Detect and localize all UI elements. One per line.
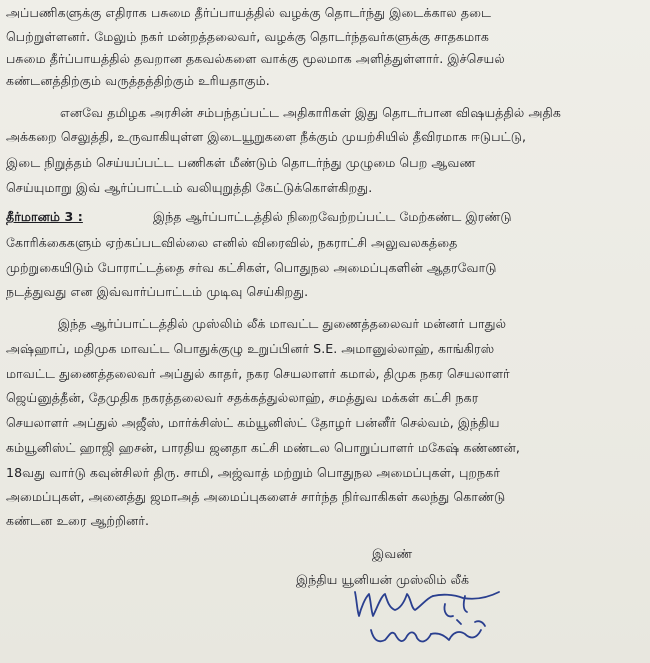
closing-organization: இந்திய யூனியன் முஸ்லிம் லீக் — [296, 572, 470, 587]
resolution-line-4: நடத்துவது என இவ்வார்ப்பாட்டம் முடிவு செய்கிறது. — [6, 284, 309, 299]
paragraph-2-line-3: இடை நிறுத்தம் செய்யப்பட்ட பணிகள் மீண்டும் தொடர்ந்து முழுமை பெற ஆவண — [6, 155, 476, 170]
paragraph-4-line-2: அஷ்ஹாப், மதிமுக மாவட்ட பொதுக்குழு உறுப்பினர் S.E. அமானுல்லாஹ், காங்கிரஸ் — [6, 341, 495, 356]
paragraph-1-line-4: கண்டனத்திற்கும் வருத்தத்திற்கும் உரியதாகும். — [6, 73, 270, 88]
paragraph-4-line-8: அமைப்புகள், அனைத்து ஜமாஅத் அமைப்புகளைச் சார்ந்த நிர்வாகிகள் கலந்து கொண்டு — [6, 489, 506, 504]
paragraph-4-line-3: மாவட்ட துணைத்தலைவர் அப்துல் காதர், நகர செயலாளர் கமால், திமுக நகர செயலாளர் — [6, 366, 510, 381]
resolution-first-line-text: இந்த ஆர்ப்பாட்டத்தில் நிறைவேற்றப்பட்ட மேற்கண்ட இரண்டு — [153, 209, 512, 224]
paragraph-2-line-4: செய்யுமாறு இவ் ஆர்ப்பாட்டம் வலியுறுத்தி கேட்டுக்கொள்கிறது. — [6, 180, 373, 195]
paragraph-4-line-1: இந்த ஆர்ப்பாட்டத்தில் முஸ்லிம் லீக் மாவட்ட துணைத்தலைவர் மன்னர் பாதுல் — [58, 316, 507, 331]
paragraph-4-line-5: செயலாளர் அப்துல் அஜீஸ், மார்க்சிஸ்ட் கம்யூனிஸ்ட் தோழர் பன்னீர் செல்வம், இந்திய — [6, 415, 500, 430]
paragraph-1-line-2: பெற்றுள்ளனர். மேலும் நகர் மன்றத்தலைவர், வழக்கு தொடர்ந்தவர்களுக்கு சாதகமாக — [6, 29, 490, 44]
resolution-first-line — [0, 208, 650, 226]
resolution-line-2: கோரிக்கைகளும் ஏற்கப்படவில்லை எனில் விரைவில், நகராட்சி அலுவலகத்தை — [6, 235, 458, 250]
paragraph-1-line-3: பசுமை தீர்ப்பாயத்தில் தவறான தகவல்களை வாக்கு மூலமாக அளித்துள்ளார். இச்செயல் — [6, 51, 505, 66]
paragraph-4-line-7: 18வது வார்டு கவுன்சிலர் திரு. சாமி, அஜ்வாத் மற்றும் பொதுநல அமைப்புகள், புறநகர் — [6, 465, 501, 480]
paragraph-4-line-6: கம்யூனிஸ்ட் ஹாஜி ஹசன், பாரதிய ஜனதா கட்சி மண்டல பொறுப்பாளர் மகேஷ் கண்ணன், — [6, 440, 520, 455]
resolution-heading: தீர்மானம் 3 : — [6, 209, 83, 224]
handwritten-signature — [345, 582, 515, 660]
paragraph-4-line-9: கண்டன உரை ஆற்றினர். — [6, 513, 150, 528]
closing-regards: இவண் — [372, 546, 413, 561]
paragraph-2-line-2: அக்கறை செலுத்தி, உருவாகியுள்ள இடையூறுகளை நீக்கும் முயற்சியில் தீவிரமாக ஈடுபட்டு, — [6, 129, 527, 144]
paragraph-4-line-4: ஜெய்னுத்தீன், தேமுதிக நகரத்தலைவர் சதக்கத்துல்லாஹ், சமத்துவ மக்கள் கட்சி நகர — [6, 390, 479, 405]
paragraph-1-line-1: அப்பணிகளுக்கு எதிராக பசுமை தீர்ப்பாயத்தில் வழக்கு தொடர்ந்து இடைக்கால தடை — [6, 5, 492, 20]
resolution-line-3: முற்றுகையிடும் போராட்டத்தை சர்வ கட்சிகள், பொதுநல அமைப்புகளின் ஆதரவோடு — [6, 260, 497, 275]
paragraph-2-line-1: எனவே தமிழக அரசின் சம்பந்தப்பட்ட அதிகாரிகள் இது தொடர்பான விஷயத்தில் அதிக — [60, 105, 561, 120]
